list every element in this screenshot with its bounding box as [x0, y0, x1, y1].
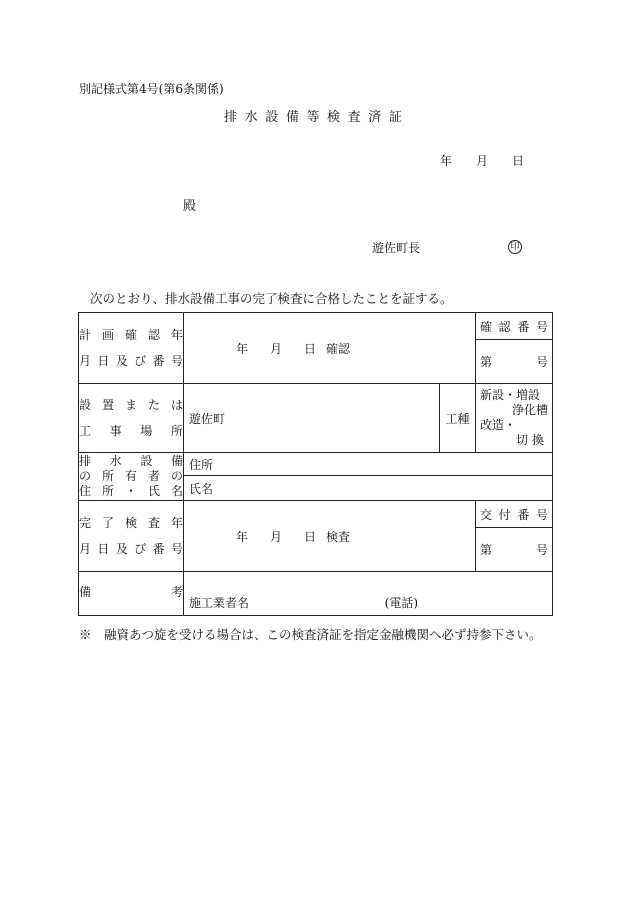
completion-label-line2-char: 月: [79, 542, 92, 556]
owner-label-line1-char: 備: [170, 454, 183, 468]
inspection-form-table: [78, 312, 553, 616]
title-char: 備: [285, 110, 299, 125]
completion-label-line1-char: 了: [101, 516, 114, 530]
confirm-number-header-char: 番: [517, 319, 530, 334]
location-label-line1-char: た: [147, 398, 160, 412]
owner-name-label: 氏名: [189, 481, 214, 496]
owner-label: [79, 453, 184, 501]
plan-month: 月: [270, 341, 283, 356]
completion-day: 日: [304, 529, 317, 544]
completion-date-cell[interactable]: [184, 501, 476, 572]
completion-label-line2-char: び: [134, 542, 147, 556]
plan-label-line1-char: 認: [147, 328, 160, 342]
date-day-label: 日: [511, 154, 524, 168]
issue-number-suffix: 号: [535, 543, 548, 557]
plan-label-line2-char: 号: [170, 354, 183, 368]
completion-label-line2: [79, 539, 183, 559]
location-label-line2-char: 事: [109, 424, 122, 438]
remarks-value-cell[interactable]: [184, 572, 553, 616]
owner-label-line1-char: 設: [140, 454, 153, 468]
plan-confirmation-date-cell[interactable]: [184, 313, 476, 384]
work-type-option-new[interactable]: 新設・増設: [480, 388, 541, 402]
title-char: 設: [265, 110, 279, 125]
issue-number-header-char: 番: [517, 507, 530, 522]
completion-label-line2-char: 日: [97, 542, 110, 556]
completion-label-line1: [79, 513, 183, 533]
work-type-options-cell[interactable]: [476, 384, 553, 453]
location-label-line1: [79, 395, 183, 415]
remarks-label-char: 考: [170, 585, 183, 599]
owner-address-label: 住所: [189, 457, 214, 472]
location-row: [79, 384, 553, 453]
owner-label-line2-char: 有: [124, 469, 137, 483]
title-spread: [224, 106, 402, 125]
owner-label-line3-char: 住: [79, 484, 92, 498]
location-label-line1-char: ま: [124, 398, 137, 412]
plan-day: 日: [304, 341, 317, 356]
owner-label-line2-char: 所: [101, 469, 114, 483]
date-month-label: 月: [475, 154, 488, 168]
phone-label: (電話): [384, 596, 419, 610]
owner-label-line3-char: 所: [101, 484, 114, 498]
title-char: 等: [306, 110, 320, 125]
plan-label-line2: [79, 351, 183, 371]
plan-number-suffix: 号: [535, 355, 548, 369]
plan-number-cell[interactable]: [476, 313, 553, 384]
owner-label-line3-char: 名: [170, 484, 183, 498]
confirm-number-header-char: 認: [498, 319, 511, 334]
owner-value-cell[interactable]: [184, 453, 553, 501]
title-char: 排: [224, 110, 238, 125]
issue-number-header-char: 号: [535, 507, 548, 522]
label-char: 切: [516, 433, 529, 447]
issuer-name: 遊佐町長: [372, 241, 421, 255]
issue-number-header-char: 付: [498, 507, 511, 522]
confirm-number-header-char: 確: [480, 319, 493, 334]
issue-number-header: [480, 506, 548, 523]
plan-year: 年: [236, 341, 249, 356]
plan-number-prefix: 第: [480, 355, 493, 369]
issue-number-cell[interactable]: [476, 501, 553, 572]
work-type-label-cell: [440, 384, 476, 453]
plan-label-line1-char: 年: [170, 328, 183, 342]
issue-number-header-char: 交: [480, 507, 493, 522]
title-char: 検: [327, 110, 341, 125]
plan-label-line2-char: 及: [115, 354, 128, 368]
location-value: 遊佐町: [189, 411, 226, 426]
owner-label-line1-char: 水: [109, 454, 122, 468]
location-value-cell[interactable]: [184, 384, 440, 453]
owner-label-line2-char: の: [170, 469, 183, 483]
date-year-label: 年: [440, 154, 453, 168]
contractor-label: 施工業者名: [189, 596, 250, 610]
confirm-number-header-char: 号: [535, 319, 548, 334]
plan-confirmation-label: [79, 313, 184, 384]
seal-stamp: 印: [508, 240, 522, 254]
title-char: 査: [347, 110, 361, 125]
plan-label-line2-char: 月: [79, 354, 92, 368]
completion-month: 月: [270, 529, 283, 544]
plan-label-line2-char: 番: [152, 354, 165, 368]
work-type-option-septic[interactable]: 浄化槽: [511, 403, 548, 417]
completion-label-line1-char: 年: [170, 516, 183, 530]
confirm-number-header: [480, 318, 548, 335]
location-label-line2-char: 所: [170, 424, 183, 438]
plan-suffix: 確認: [326, 341, 351, 356]
completion-label-line1-char: 査: [147, 516, 160, 530]
owner-label-line1-char: 排: [79, 454, 92, 468]
completion-row: [79, 501, 553, 572]
location-label-line2: [79, 421, 183, 441]
owner-label-line3-char: 氏: [147, 484, 160, 498]
location-label: [79, 384, 184, 453]
completion-label-line2-char: 号: [170, 542, 183, 556]
completion-label-line2-char: 及: [115, 542, 128, 556]
location-label-line2-char: 工: [79, 424, 92, 438]
completion-label-line1-char: 完: [79, 516, 92, 530]
form-number: 別記様式第4号(第6条関係): [79, 82, 224, 96]
plan-label-line1-char: 確: [124, 328, 137, 342]
owner-row: [79, 453, 553, 501]
footnote: ※ 融資あつ旋を受ける場合は、この検査済証を指定金融機関へ必ず持参下さい。: [79, 627, 542, 642]
location-label-line1-char: は: [170, 398, 183, 412]
issue-number-prefix: 第: [480, 543, 493, 557]
issue-date-line: [440, 152, 524, 169]
title-char: 証: [388, 110, 402, 125]
location-label-line1-char: 置: [101, 398, 114, 412]
plan-label-line2-char: 日: [97, 354, 110, 368]
completion-label-line2-char: 番: [152, 542, 165, 556]
plan-label-line2-char: び: [134, 354, 147, 368]
location-label-line2-char: 場: [140, 424, 153, 438]
plan-label-line1: [79, 325, 183, 345]
owner-label-line2: [79, 469, 183, 484]
title-char: 済: [368, 110, 382, 125]
completion-suffix: 検査: [326, 529, 351, 544]
document-title: [224, 106, 402, 125]
issuer-seal: [508, 238, 522, 254]
owner-label-line2-char: 者: [147, 469, 160, 483]
remarks-label-char: 備: [79, 585, 92, 599]
owner-label-line3-char: ・: [124, 484, 137, 498]
plan-label-line1-char: 画: [101, 328, 114, 342]
work-type-option-switch[interactable]: [480, 433, 548, 448]
completion-label-line1-char: 検: [124, 516, 137, 530]
location-label-line1-char: 設: [79, 398, 92, 412]
completion-year: 年: [236, 529, 249, 544]
addressee-suffix: 殿: [183, 199, 197, 214]
owner-label-line2-char: の: [79, 469, 92, 483]
label-char: 換: [531, 433, 544, 447]
owner-label-line3: [79, 484, 183, 499]
remarks-label-cell: [79, 572, 184, 616]
completion-label: [79, 501, 184, 572]
plan-confirmation-row: [79, 313, 553, 384]
remarks-label: [79, 582, 183, 602]
remarks-row: [79, 572, 553, 616]
work-type-option-remodel[interactable]: 改造・: [480, 418, 517, 432]
title-char: 水: [244, 110, 258, 125]
plan-label-line1-char: 計: [79, 328, 92, 342]
owner-label-line1: [79, 454, 183, 469]
work-type-label: 工種: [445, 411, 470, 426]
statement: 次のとおり、排水設備工事の完了検査に合格したことを証する。: [90, 291, 453, 306]
